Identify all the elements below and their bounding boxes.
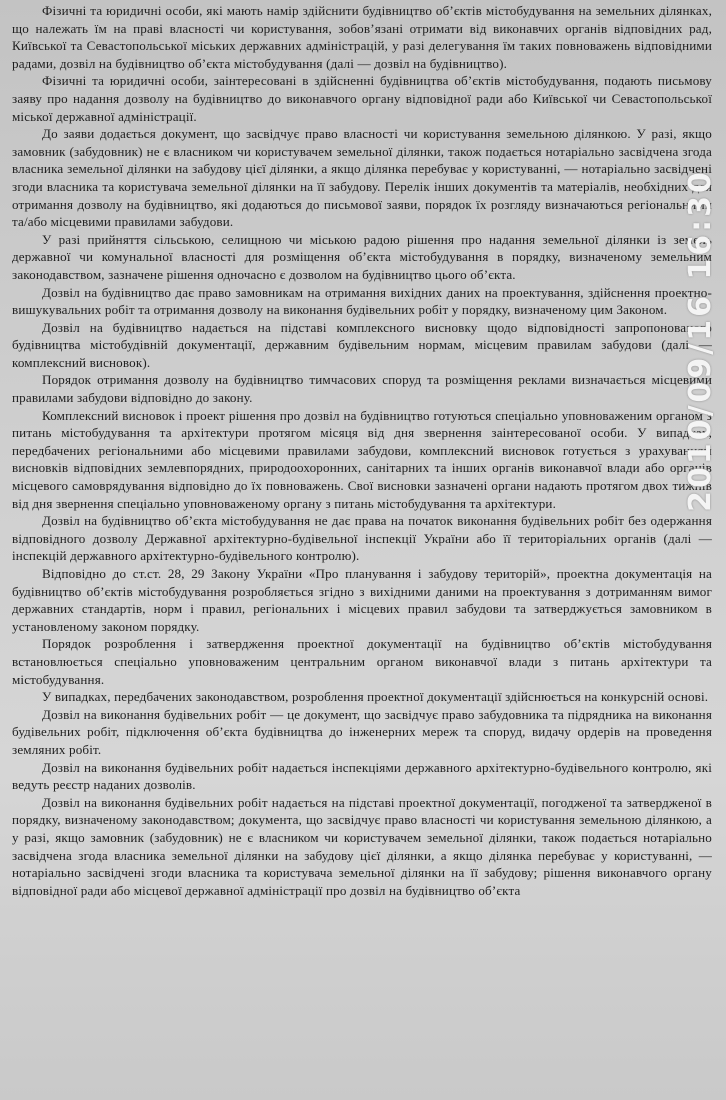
paragraph-1: Фізичні та юридичні особи, які мають намір здійснити будівництво об’єктів містобудування на земельних ділянках, що належать їм на праві власності чи користування, зобов’язані отримати від виконавчих органів відповідних рад, Київської та Севастопольської міських державних адміністрацій, у разі делегування їм таких повноважень відповідними радами, дозвіл на будівництво об’єкта містобудування (далі — дозвіл на будівництво). <box>12 3 712 71</box>
date-stamp-text: 2010/09/16 16:30 <box>682 168 718 512</box>
paragraph-13: Дозвіл на виконання будівельних робіт — це документ, що засвідчує право забудовника та підрядника на виконання будівельних робіт, підключення об’єкта будівництва до інженерних мереж та споруд, видачу ордерів на проведення земляних робіт. <box>12 706 712 757</box>
paragraph-15: Дозвіл на виконання будівельних робіт надається на підставі проектної документації, погодженої та затвердженої в порядку, визначеному законодавством; документа, що засвідчує право власності чи користування земельною ділянкою, а у разі, якщо замовник (забудовник) не є власником чи користувачем земельної ділянки, також подається нотаріально засвідчена згода власника земельної ділянки на забудову цієї ділянки, а якщо ділянка перебуває у користуванні, — нотаріально засвідчені згоди власника та користувача земельної ділянки на її забудову; рішення виконавчого органу відповідної ради або місцевої державної адміністрації про дозвіл на будівництво об’єкта <box>12 794 712 898</box>
paragraph-9: Дозвіл на будівництво об’єкта містобудування не дає права на початок виконання будівельних робіт без одержання відповідного дозволу Державної архітектурно-будівельної інспекції України або її територіальних органів (далі — інспекцій державного архітектурно-будівельного контролю). <box>12 513 712 564</box>
paragraph-3: До заяви додається документ, що засвідчує право власності чи користування земельною ділянкою. У разі, якщо замовник (забудовник) не є власником чи користувачем земельної ділянки, також подається нотаріально засвідчена згода власника земельної ділянки на забудову цієї ділянки, а якщо ділянка перебуває у користуванні, — нотаріально засвідчені згоди власника та користувача земельної ділянки на її забудову. Перелік інших документів та матеріалів, необхідних для отримання дозволу на будівництво, які додаються до письмової заяви, порядок їх розгляду визначаються регіональними та/або місцевими правилами забудови. <box>12 126 712 230</box>
paragraph-2: Фізичні та юридичні особи, заінтересовані в здійсненні будівництва об’єктів містобудування, подають письмову заяву про надання дозволу на будівництво до виконавчого органу відповідної ради або Київської чи Севастопольської міської державної адміністрації. <box>12 73 712 124</box>
paragraph-12: У випадках, передбачених законодавством, розроблення проектної документації здійснюється на конкурсній основі. <box>42 689 709 705</box>
paragraph-14: Дозвіл на виконання будівельних робіт надається інспекціями державного архітектурно-будівельного контролю, які ведуть реєстр наданих дозволів. <box>12 759 712 793</box>
paragraph-4: У разі прийняття сільською, селищною чи міською радою рішення про надання земельної ділянки із земель державної чи комунальної власності для розміщення об’єкта містобудування в порядку, визначеному земельним законодавством, зазначене рішення одночасно є дозволом на будівництво цього об’єкта. <box>12 231 712 282</box>
paragraph-11: Порядок розроблення і затвердження проектної документації на будівництво об’єктів містобудування встановлюється спеціально уповноваженим центральним органом виконавчої влади з питань архітектури та містобудування. <box>12 636 712 687</box>
date-stamp <box>684 30 716 650</box>
paragraph-8: Комплексний висновок і проект рішення про дозвіл на будівництво готуються спеціально уповноваженим органом з питань містобудування та архітектури протягом місяця від дня звернення заінтересованої особи. У випадках, передбачених регіональними або місцевими правилами забудови, комплексний висновок готується з урахуванням висновків відповідних землевпорядних, природоохоронних, санітарних та інших органів виконавчої влади або органів місцевого самоврядування відповідно до їх повноважень. Свої висновки зазначені органи надають протягом двох тижнів від дня звернення спеціально уповноваженому органу з питань містобудування та архітектури. <box>12 407 712 511</box>
paragraph-6: Дозвіл на будівництво надається на підставі комплексного висновку щодо відповідності запропонованого будівництва містобудівній документації, державним будівельним нормам, місцевим правилам забудови (далі — комплексний висновок). <box>12 319 712 370</box>
paragraph-7: Порядок отримання дозволу на будівництво тимчасових споруд та розміщення реклами визначається місцевими правилами забудови відповідно до закону. <box>12 372 712 406</box>
paragraph-5: Дозвіл на будівництво дає право замовникам на отримання вихідних даних на проектування, здійснення проектно-вишукувальних робіт та отримання дозволу на виконання будівельних робіт у порядку, визначеному цим Законом. <box>12 284 712 318</box>
paragraph-10: Відповідно до ст.ст. 28, 29 Закону України «Про планування і забудову територій», проектна документація на будівництво об’єктів містобудування розробляється згідно з вихідними даними на проектування з дотриманням вимог державних стандартів, норм і правил, регіональних і місцевих правил забудови та затверджується замовником в установленому законом порядку. <box>12 566 712 634</box>
